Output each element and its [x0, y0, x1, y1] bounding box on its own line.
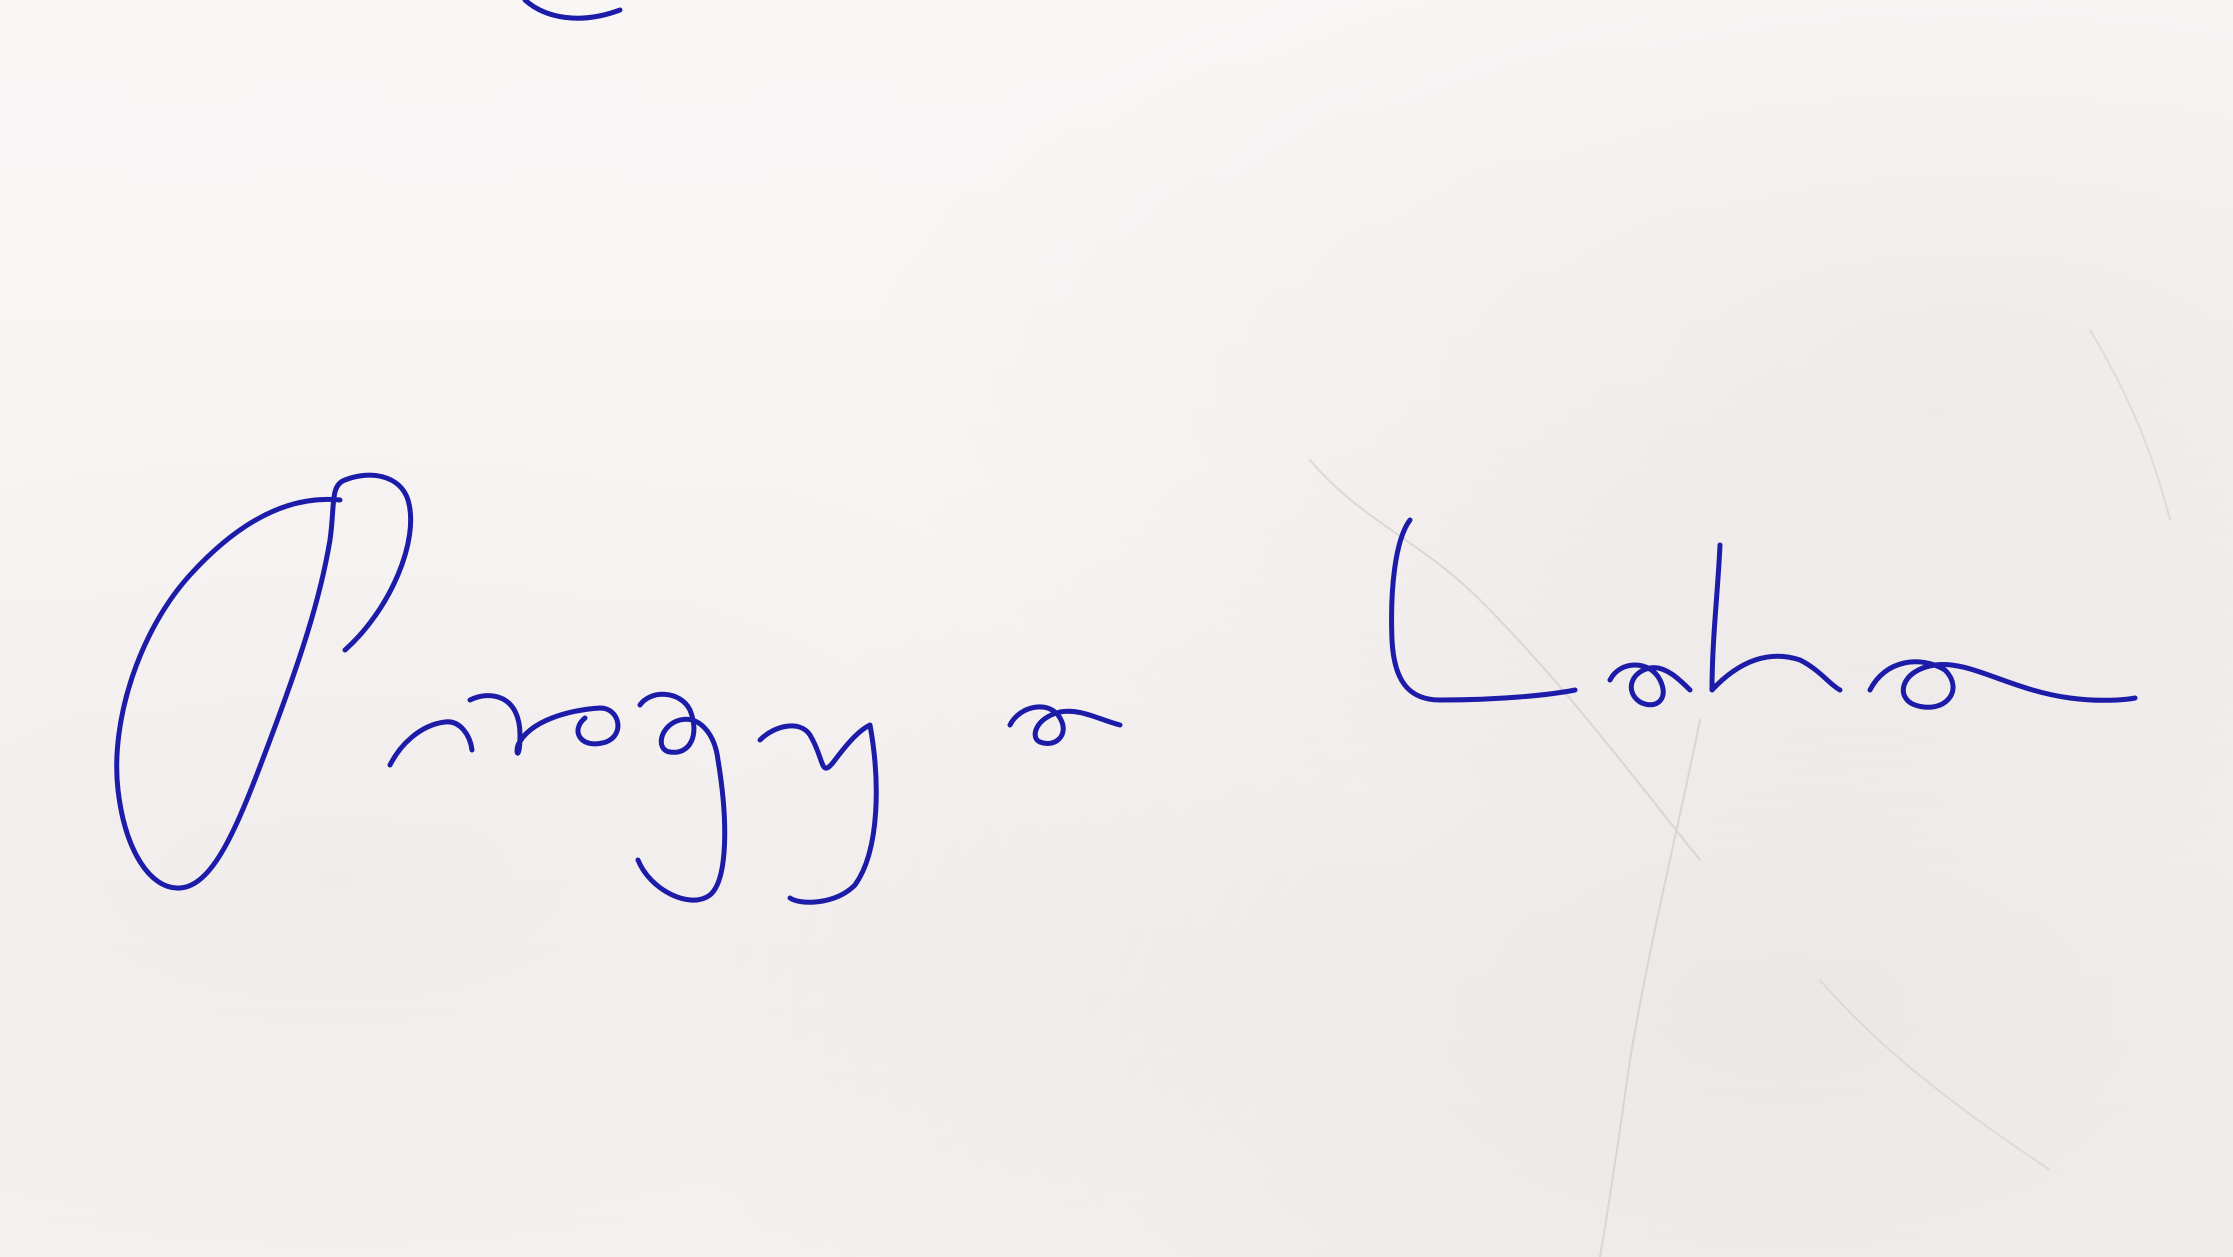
letter-a-final [1010, 707, 1120, 744]
letter-a [470, 696, 618, 754]
letter-p [117, 475, 411, 888]
letter-h [1712, 545, 1840, 690]
letter-a-second [1610, 665, 1690, 705]
letter-g-first [638, 694, 725, 900]
signature-word-laha [1392, 520, 2135, 707]
ink-remnant-top [525, 0, 620, 18]
letter-y [760, 725, 876, 902]
letter-r [390, 722, 472, 765]
crease-line [2090, 330, 2170, 520]
letter-a-last [1870, 662, 2135, 707]
paper-creases [1310, 330, 2170, 1257]
signature-word-pragya [117, 475, 1120, 902]
crease-line [1820, 980, 2050, 1170]
crease-line [1310, 460, 1700, 860]
crease-line [1600, 720, 1700, 1257]
